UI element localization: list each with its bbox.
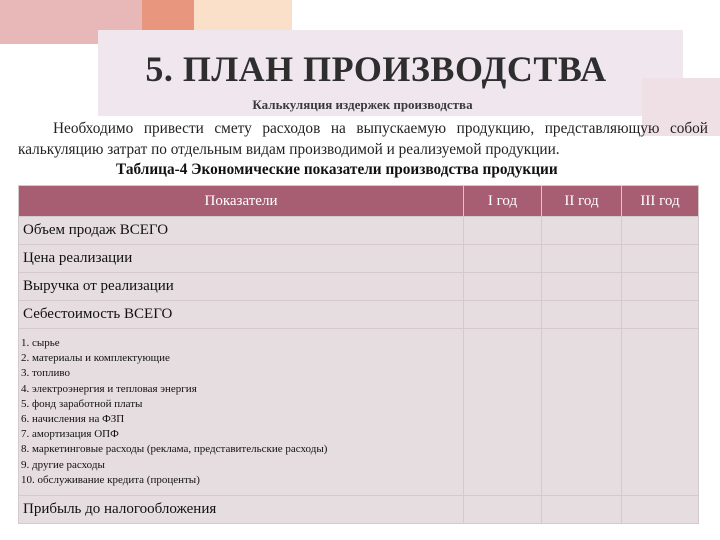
- table-caption: Таблица-4 Экономические показатели производства продукции: [116, 161, 558, 178]
- intro-text: Необходимо привести смету расходов на выпускаемую продукцию, представляющую собой калькуляцию затрат по отдельным видам производимой и реализуемой продукции.: [18, 120, 708, 158]
- cost-item: 6. начисления на ФЗП: [21, 413, 125, 425]
- cell-input[interactable]: [542, 329, 622, 496]
- row-label-revenue: Выручка от реализации: [19, 273, 464, 301]
- cost-items-list: [19, 336, 463, 488]
- row-label-cost-total: Себестоимость ВСЕГО: [19, 301, 464, 329]
- page-title: 5. ПЛАН ПРОИЗВОДСТВА: [145, 49, 607, 89]
- cell-input[interactable]: [622, 217, 699, 245]
- row-label-price: Цена реализации: [19, 245, 464, 273]
- cost-item: 9. другие расходы: [21, 458, 105, 471]
- header-year-2: II год: [542, 186, 622, 217]
- table-row: [19, 273, 699, 301]
- table-row: [19, 496, 699, 524]
- cost-item: 2. материалы и комплектующие: [21, 352, 170, 365]
- cell-input[interactable]: [464, 496, 542, 524]
- cell-input[interactable]: [622, 496, 699, 524]
- cost-item: 7. амортизация ОПФ: [21, 428, 119, 441]
- cell-input[interactable]: [542, 217, 622, 245]
- cell-input[interactable]: [464, 273, 542, 301]
- table-row-cost-items: [19, 329, 699, 496]
- cell-input[interactable]: [542, 496, 622, 524]
- intro-paragraph: [18, 118, 708, 160]
- cost-item: 5. фонд заработной платы: [21, 397, 143, 410]
- row-label-profit: Прибыль до налогообложения: [19, 496, 464, 524]
- cost-item: 4. электроэнергия и тепловая энергия: [21, 382, 197, 395]
- header-year-1: I год: [464, 186, 542, 217]
- cell-input[interactable]: [622, 245, 699, 273]
- table-row: [19, 245, 699, 273]
- cell-input[interactable]: [622, 273, 699, 301]
- row-label-sales-total: Объем продаж ВСЕГО: [19, 217, 464, 245]
- cell-input[interactable]: [464, 329, 542, 496]
- table-header-row: [19, 186, 699, 217]
- cell-input[interactable]: [464, 245, 542, 273]
- cost-items-cell: [19, 329, 464, 496]
- cell-input[interactable]: [542, 301, 622, 329]
- table-row: [19, 217, 699, 245]
- cost-item: 10. обслуживание кредита (проценты): [21, 473, 200, 486]
- cell-input[interactable]: [542, 245, 622, 273]
- cell-input[interactable]: [464, 217, 542, 245]
- cost-item: 3. топливо: [21, 367, 71, 380]
- cell-input[interactable]: [622, 329, 699, 496]
- cell-input[interactable]: [464, 301, 542, 329]
- table-row: [19, 301, 699, 329]
- cost-item: 1. сырье: [21, 336, 60, 349]
- header-indicators: Показатели: [19, 186, 464, 217]
- header-year-3: III год: [622, 186, 699, 217]
- cell-input[interactable]: [622, 301, 699, 329]
- cost-item: 8. маркетинговые расходы (реклама, представительские расходы): [21, 443, 328, 456]
- page-subtitle: Калькуляция издержек производства: [252, 97, 473, 112]
- production-table: [18, 185, 699, 524]
- cell-input[interactable]: [542, 273, 622, 301]
